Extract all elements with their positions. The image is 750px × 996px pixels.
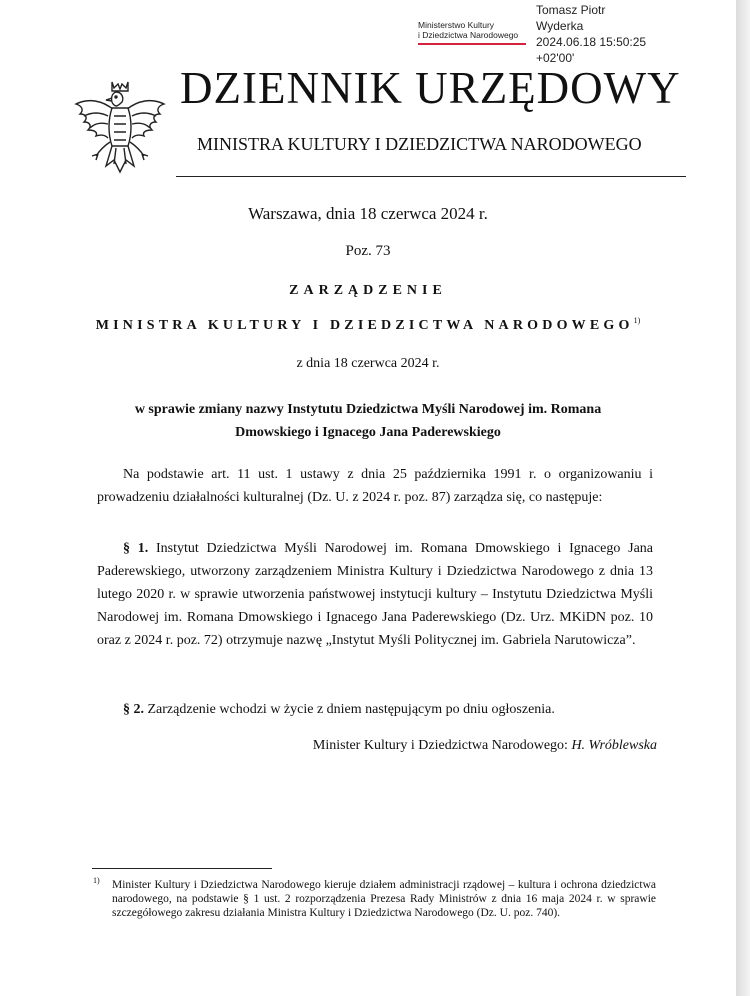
page-edge-shadow <box>736 0 750 996</box>
section-1-label: § 1. <box>123 541 149 556</box>
footnote-divider <box>92 868 272 869</box>
ministry-logo-line1: Ministerstwo Kultury <box>418 20 495 30</box>
signature-role: Minister Kultury i Dziedzictwa Narodowego: <box>312 738 572 753</box>
section-2-label: § 2. <box>123 702 144 717</box>
digital-signature <box>536 2 726 66</box>
issuer-footnote-ref: 1) <box>633 316 641 325</box>
section-1-text: Instytut Dziedzictwa Myśli Narodowej im. Romana Dmowskiego i Ignacego Jana Paderewskiego, utworzony zarządzeniem Ministra Kultury i Dziedzictwa Narodowego z dnia 13 lutego 2020 r. w sprawie utworzenia państwowej instytucji kultury – Instytutu Dziedzictwa Myśli Narodowej im. Romana Dmowskiego i Ignacego Jana Paderewskiego (Dz. Urz. MKiDN poz. 10 oraz z 2024 r. poz. 72) otrzymuje nazwę „Instytut Myśli Politycznej im. Gabriela Narutowicza”. <box>97 541 654 648</box>
act-issuer <box>0 316 736 334</box>
place-date: Warszawa, dnia 18 czerwca 2024 r. <box>248 204 488 223</box>
ministry-logo-bar <box>418 43 526 45</box>
act-subject-line1: w sprawie zmiany nazwy Instytutu Dziedzictwa Myśli Narodowej im. Romana <box>134 402 602 417</box>
act-date: z dnia 18 czerwca 2024 r. <box>296 356 440 371</box>
minister-signature <box>97 738 657 754</box>
signature-timezone: +02'00' <box>536 51 575 65</box>
ministry-logo <box>418 20 526 45</box>
act-issuer-text: MINISTRA KULTURY I DZIEDZICTWA NARODOWEGO <box>95 318 634 333</box>
legal-basis-paragraph: Na podstawie art. 11 ust. 1 ustawy z dnia 25 października 1991 r. o organizowaniu i prowadzeniu działalności kulturalnej (Dz. U. z 2024 r. poz. 87) zarządza się, co następuje: <box>97 467 653 505</box>
signature-datetime: 2024.06.18 15:50:25 <box>536 35 647 49</box>
eagle-emblem-icon <box>72 76 168 180</box>
position-number: Poz. 73 <box>345 243 391 259</box>
footnote-mark: 1) <box>93 876 100 885</box>
act-subject <box>0 398 736 444</box>
header-divider <box>176 176 686 177</box>
act-subject-line2: Dmowskiego i Ignacego Jana Paderewskiego <box>235 425 501 440</box>
act-type: ZARZĄDZENIE <box>289 283 447 298</box>
section-1 <box>97 537 653 652</box>
signer-name-line1: Tomasz Piotr <box>536 3 606 17</box>
ministry-logo-line2: i Dziedzictwa Narodowego <box>418 30 519 40</box>
journal-title: DZIENNIK URZĘDOWY <box>180 63 681 113</box>
signer-name-line2: Wyderka <box>536 19 584 33</box>
journal-subtitle: MINISTRA KULTURY I DZIEDZICTWA NARODOWEGO <box>197 134 642 154</box>
footnote-text: Minister Kultury i Dziedzictwa Narodowego kieruje działem administracji rządowej – kultura i ochrona dziedzictwa narodowego, na podstawie § 1 ust. 2 rozporządzenia Prezesa Rady Ministrów z dnia 16 maja 2024 r. w sprawie szczegółowego zakresu działania Ministra Kultury i Dziedzictwa Narodowego (Dz. U. poz. 740). <box>112 879 656 919</box>
signature-name: H. Wróblewska <box>571 738 657 753</box>
section-2 <box>97 698 653 721</box>
section-2-text: Zarządzenie wchodzi w życie z dniem następującym po dniu ogłoszenia. <box>144 702 555 717</box>
